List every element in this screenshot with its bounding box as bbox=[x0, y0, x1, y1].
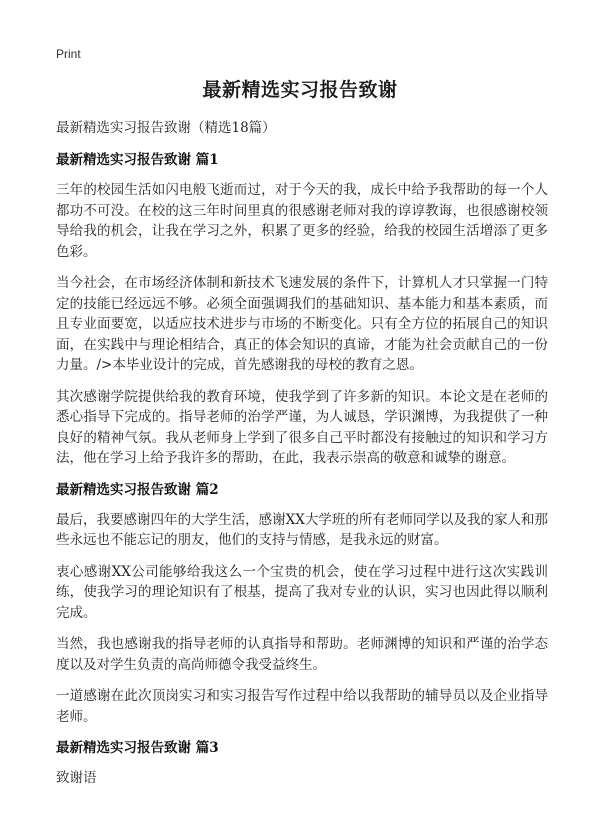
paragraph: 三年的校园生活如闪电般飞逝而过，对于今天的我，成长中给予我帮助的每一个人都功不可没。在校的这三年时间里真的很感谢老师对我的谆谆教诲，也很感谢校领导给我的机会，让我在学习之外，积累了更多的经验，给我的校园生活增添了更多色彩。 bbox=[56, 182, 548, 260]
section-heading: 最新精选实习报告致谢 篇3 bbox=[56, 740, 219, 756]
paragraph: 当今社会，在市场经济体制和新技术飞速发展的条件下，计算机人才只掌握一门特定的技能已经远远不够。必须全面强调我们的基础知识、基本能力和基本素质，而且专业面要宽，以适应技术进步与市场的不断变化。只有全方位的拓展自己的知识面，在实践中与理论相结合，真正的体会知识的真谛，才能为社会贡献自己的一份力量。/>本毕业设计的完成，首先感谢我的母校的教育之恩。 bbox=[56, 275, 548, 373]
paragraph: 衷心感谢XX公司能够给我这么一个宝贵的机会，使在学习过程中进行这次实践训练，使我学习的理论知识有了根基，提高了我对专业的认识，实习也因此得以顺利完成。 bbox=[56, 563, 548, 621]
page-title: 最新精选实习报告致谢 bbox=[202, 79, 398, 101]
print-link[interactable]: Print bbox=[56, 47, 81, 61]
document-subtitle: 最新精选实习报告致谢（精选18篇） bbox=[56, 120, 276, 136]
paragraph: 一道感谢在此次顶岗实习和实习报告写作过程中给以我帮助的辅导员以及企业指导老师。 bbox=[56, 688, 548, 725]
document-body bbox=[56, 118, 548, 800]
section-heading: 最新精选实习报告致谢 篇1 bbox=[56, 152, 219, 168]
paragraph: 其次感谢学院提供给我的教育环境，使我学到了许多新的知识。本论文是在老师的悉心指导下完成的。指导老师的治学严谨，为人诚恳，学识渊博，为我提供了一种良好的精神气氛。我从老师身上学到了很多自己平时都没有接触过的知识和学习方法，他在学习上给予我许多的帮助，在此，我表示崇高的敬意和诚挚的谢意。 bbox=[56, 388, 548, 466]
section-3 bbox=[56, 738, 548, 789]
paragraph: 最后，我要感谢四年的大学生活，感谢XX大学班的所有老师同学以及我的家人和那些永远也不能忘记的朋友，他们的支持与情感，是我永远的财富。 bbox=[56, 511, 548, 548]
section-1 bbox=[56, 150, 548, 469]
paragraph: 致谢语 bbox=[56, 770, 97, 786]
paragraph: 当然，我也感谢我的指导老师的认真指导和帮助。老师渊博的知识和严谨的治学态度以及对学生负责的高尚师德令我受益终生。 bbox=[56, 636, 548, 673]
section-heading: 最新精选实习报告致谢 篇2 bbox=[56, 481, 219, 498]
section-2 bbox=[56, 480, 548, 728]
